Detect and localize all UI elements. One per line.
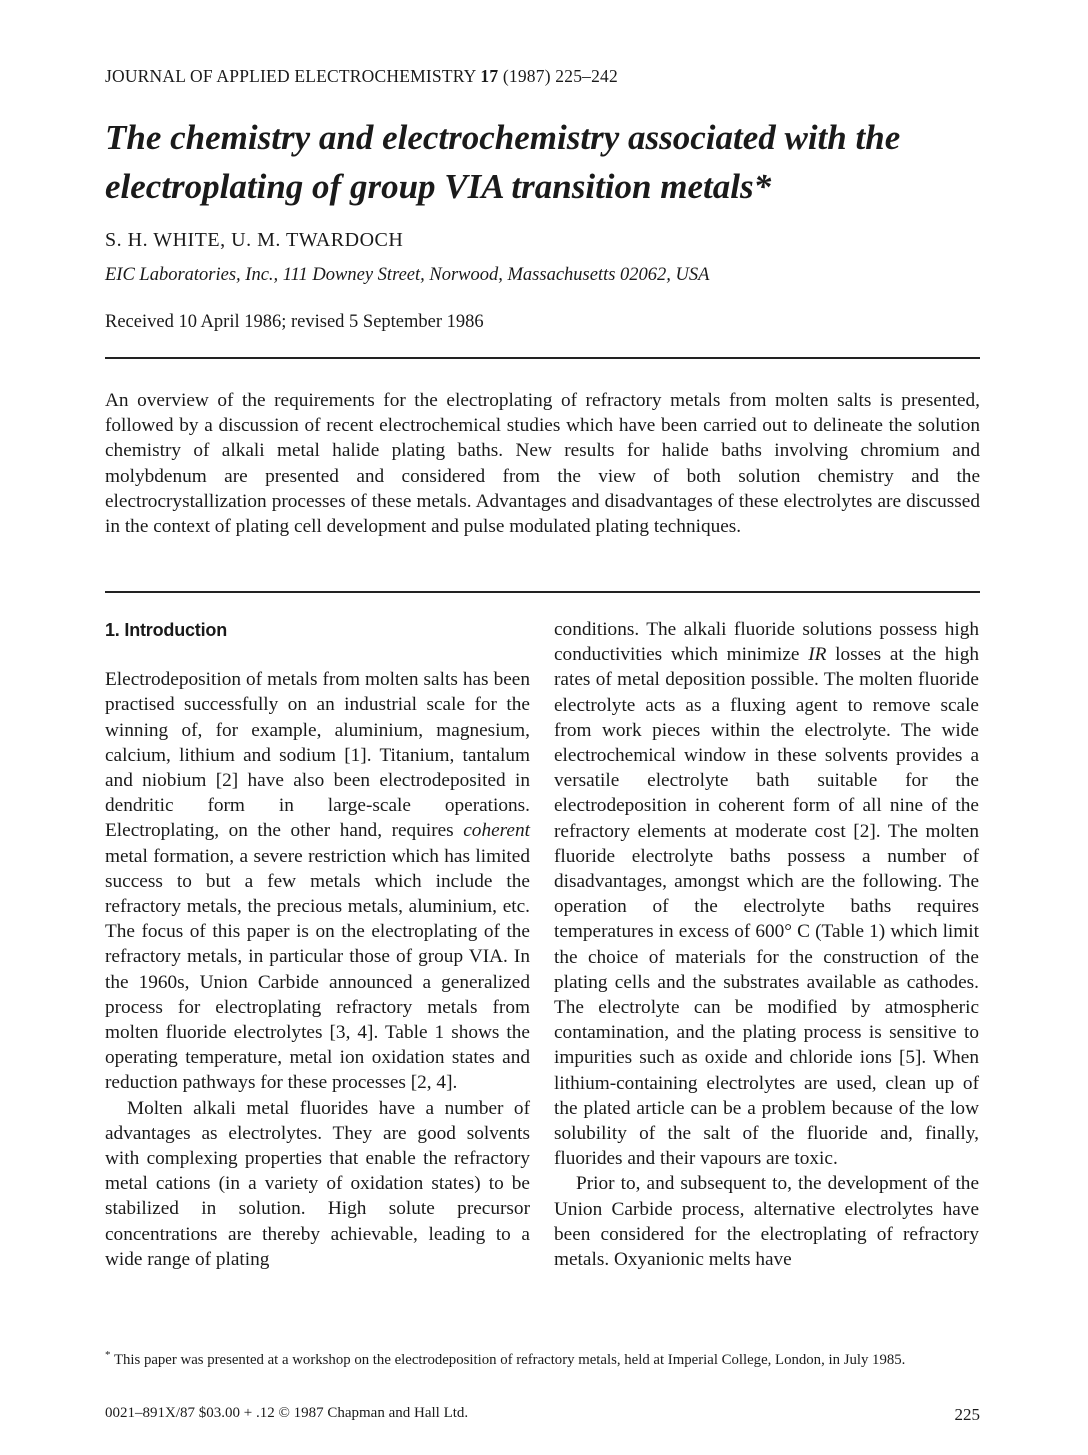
affiliation: EIC Laboratories, Inc., 111 Downey Street, Norwood, Massachusetts 02062, USA (105, 265, 710, 285)
emphasis-text: IR (808, 644, 827, 666)
paragraph-intro-1 (105, 667, 530, 1095)
paragraph-text: losses at the high rates of metal deposition possible. The molten fluoride electrolyte acts as a fluxing agent to remove scale from work pieces within the electrolyte. The wide electrochemical window in these solvents provides a versatile electrolyte bath suitable for the electrodeposition in coherent form of all nine of the refractory elements at moderate cost [2]. The molten fluoride electrolyte baths possess a number of disadvantages, amongst which are the following. The operation of the electrolyte baths requires temperatures in excess of 600° C (Table 1) which limit the choice of materials for the construction of the plating cells and the substrates available as cathodes. The electrolyte can be modified by atmospheric contamination, and the plating process is sensitive to impurities such as oxide and chloride ions [5]. When lithium-containing electrolytes are used, clean up of the plated article can be a problem because of the low solubility of the salt of the fluoride and, finally, fluorides and their vapours are toxic. (554, 644, 980, 1170)
authors: S. H. WHITE, U. M. TWARDOCH (105, 229, 404, 251)
journal-name: JOURNAL OF APPLIED ELECTROCHEMISTRY (105, 66, 476, 86)
paragraph-text: Electrodeposition of metals from molten salts has been practised successfully on an industrial scale for the winning of, for example, aluminium, magnesium, calcium, lithium and sodium [1]. Titanium, tantalum and niobium [2] have also been electrodeposited in dendritic form in large-scale operations. Electroplating, on the other hand, requires (105, 669, 530, 842)
paper-title (105, 113, 1005, 211)
abstract: An overview of the requirements for the electroplating of refractory metals from molten salts is presented, followed by a discussion of recent electrochemical studies which have been carried out to delineate the solution chemistry of alkali metal halide plating baths. New results for halide baths involving chromium and molybdenum are presented and considered from the view of both solution chemistry and the electrocrystallization processes of these metals. Advantages and disadvantages of these electrolytes are discussed in the context of plating cell development and pulse modulated plating techniques. (105, 390, 980, 538)
footnote-text: This paper was presented at a workshop on the electrodeposition of refractory metals, held at Imperial College, London, in July 1985. (113, 1351, 906, 1368)
received-dates: Received 10 April 1986; revised 5 September 1986 (105, 312, 484, 332)
paragraph-intro-3 (554, 617, 979, 1171)
paragraph-text: conditions. The alkali fluoride solutions possess high conductivities which minimize (554, 619, 979, 666)
footnote (105, 1346, 985, 1369)
divider-top (105, 357, 980, 359)
emphasis-text: coherent (463, 820, 530, 842)
title-line-1: The chemistry and electrochemistry associated with the (105, 118, 901, 157)
footnote-mark: * (105, 1349, 111, 1361)
section-heading: 1. Introduction (105, 620, 227, 640)
copyright-line: 0021–891X/87 $03.00 + .12 © 1987 Chapman and Hall Ltd. (105, 1405, 469, 1421)
column-right (554, 617, 979, 1272)
divider-bottom (105, 591, 980, 593)
column-left (105, 618, 530, 1272)
paragraph-intro-4: Prior to, and subsequent to, the development of the Union Carbide process, alternative electrolytes have been considered for the electroplating of refractory metals. Oxyanionic melts have (554, 1173, 979, 1271)
title-line-2: electroplating of group VIA transition metals* (105, 167, 772, 206)
paragraph-text: metal formation, a severe restriction which has limited success to but a few metals which include the refractory metals, the precious metals, aluminium, etc. The focus of this paper is on the electroplating of the refractory metals, in particular those of group VIA. In the 1960s, Union Carbide announced a generalized process for electroplating refractory metals from molten fluoride electrolytes [3, 4]. Table 1 shows the operating temperature, metal ion oxidation states and reduction pathways for these processes [2, 4]. (105, 845, 530, 1094)
journal-volume: 17 (480, 66, 499, 86)
journal-header (105, 66, 618, 87)
journal-year-pages: (1987) 225–242 (502, 66, 618, 86)
page-number: 225 (954, 1405, 980, 1424)
paragraph-intro-2: Molten alkali metal fluorides have a number of advantages as electrolytes. They are good solvents with complexing properties that enable the refractory metal cations (in a variety of oxidation states) to be stabilized in solution. High solute precursor concentrations are thereby achievable, leading to a wide range of plating (105, 1097, 530, 1270)
